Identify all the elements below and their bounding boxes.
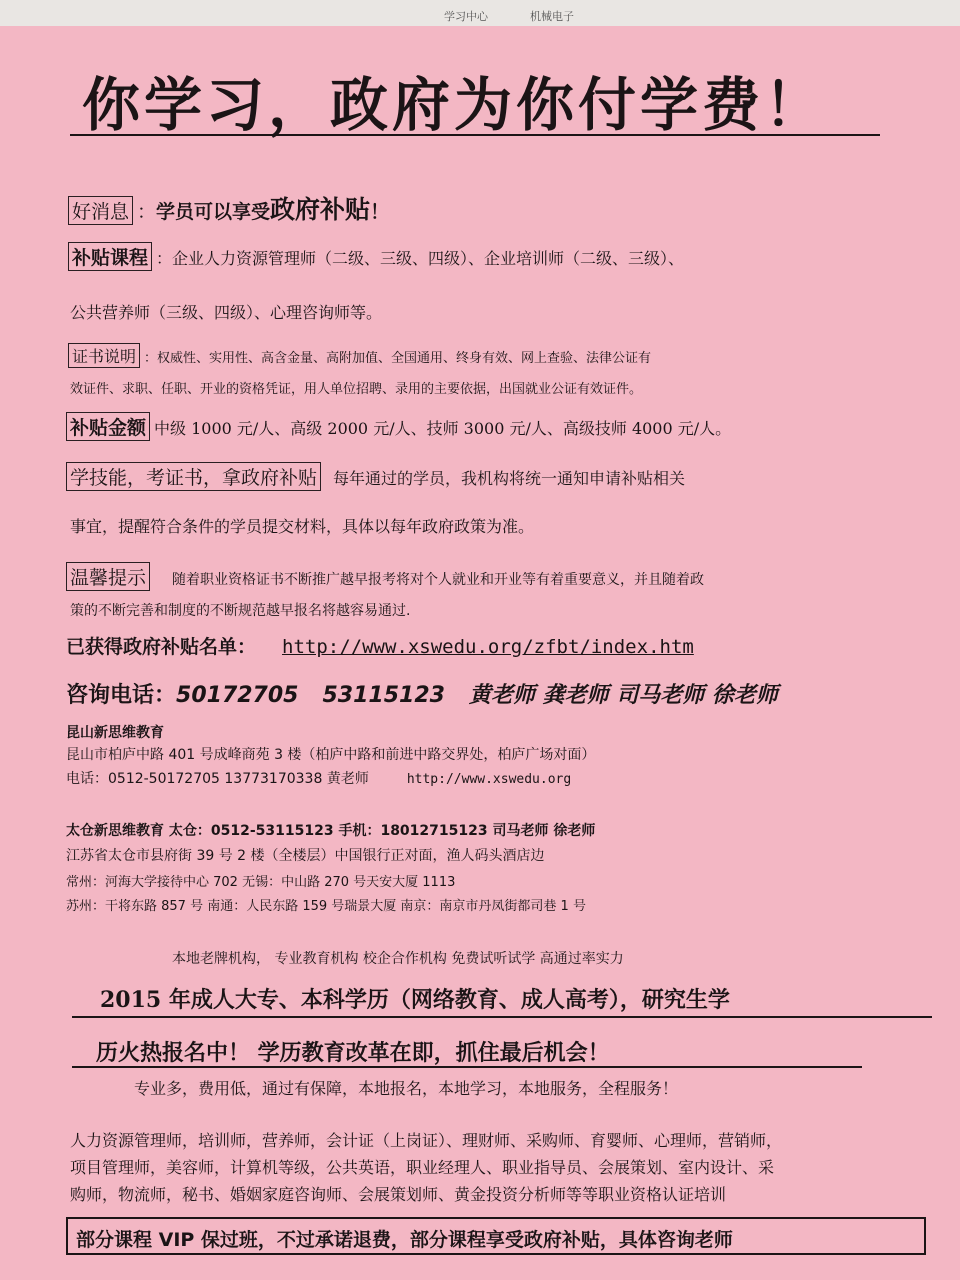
certificate-text-2: 效证件、求职、任职、开业的资格凭证，用人单位招聘、录用的主要依据，出国就业公证有效证件。 <box>70 382 643 397</box>
tips-text-2: 策的不断完善和制度的不断规范越早报名将越容易通过. <box>70 603 411 619</box>
amount-line <box>66 412 731 441</box>
branches-line-2: 苏州：干将东路 857 号 南通：人民东路 159 号瑞景大厦 南京：南京市丹凤街都司巷 1 号 <box>66 899 586 914</box>
courses-tag: 补贴课程 <box>68 242 152 271</box>
good-news-sep: ： <box>137 201 157 223</box>
courses-text-1: ：企业人力资源管理师（二级、三级、四级）、企业培训师（二级、三级）、 <box>156 249 685 268</box>
kunshan-phone: 0512-50172705 13773170338 黄老师 <box>108 771 369 787</box>
background-fragment: 学习中心 <box>444 10 488 23</box>
courses-line-1 <box>68 242 684 271</box>
amount-tag: 补贴金额 <box>66 412 150 441</box>
certificate-tag: 证书说明 <box>68 343 140 368</box>
training-line-1: 人力资源管理师，培训师，营养师，会计证（上岗证）、理财师、采购师、育婴师、心理师，营销师， <box>70 1131 783 1150</box>
kunshan-url[interactable]: http://www.xswedu.org <box>406 772 572 787</box>
good-news-end: ！ <box>370 201 390 223</box>
consult-phone-1: 50172705 <box>176 683 299 708</box>
kunshan-contact <box>66 768 571 788</box>
good-news-text: 学员可以享受 <box>156 201 271 223</box>
features: 专业多，费用低，通过有保障，本地报名，本地学习，本地服务，全程服务！ <box>134 1079 679 1098</box>
taicang-address: 江苏省太仓市县府街 39 号 2 楼（全楼层）中国银行正对面，渔人码头酒店边 <box>66 848 545 864</box>
good-news-tag: 好消息 <box>68 196 133 225</box>
amount-text: 中级 1000 元/人、高级 2000 元/人、技师 3000 元/人、高级技师 4000 元/人。 <box>154 419 732 438</box>
background-fragment: 机械电子 <box>530 10 574 23</box>
tips-tag: 温馨提示 <box>66 562 150 591</box>
title-underline <box>70 134 880 136</box>
skills-text-2: 事宜，提醒符合条件的学员提交材料，具体以每年政府政策为准。 <box>70 517 535 536</box>
training-line-2: 项目管理师，美容师，计算机等级，公共英语，职业经理人、职业指导员、会展策划、室内设计、采 <box>70 1158 775 1177</box>
consult-phone-2: 53115123 <box>322 683 445 708</box>
training-line-3: 购师，物流师，秘书、婚姻家庭咨询师、会展策划师、黄金投资分析师等等职业资格认证培训 <box>70 1185 727 1204</box>
kunshan-name: 昆山新思维教育 <box>66 725 164 741</box>
consult-teachers: 黄老师 龚老师 司马老师 徐老师 <box>468 683 778 708</box>
tagline: 本地老牌机构， 专业教育机构 校企合作机构 免费试听试学 高通过率实力 <box>172 951 624 967</box>
courses-text-2: 公共营养师（三级、四级）、心理咨询师等。 <box>70 303 383 322</box>
kunshan-phone-label: 电话： <box>66 771 108 787</box>
kunshan-address: 昆山市柏庐中路 401 号成峰商苑 3 楼（柏庐中路和前进中路交界处，柏庐广场对面） <box>66 747 596 763</box>
consult-line <box>66 678 778 709</box>
certificate-text-1: ：权威性、实用性、高含金量、高附加值、全国通用、终身有效、网上查验、法律公证有 <box>144 351 652 366</box>
taicang-contact: 太仓新思维教育 太仓：0512-53115123 手机：18012715123 司马老师 徐老师 <box>66 823 596 839</box>
degree-line-1: 2015 年成人大专、本科学历（网络教育、成人高考），研究生学 <box>100 987 730 1013</box>
good-news-highlight: 政府补贴 <box>270 195 371 224</box>
tips-line-1 <box>66 562 704 591</box>
vip-text: 部分课程 VIP 保过班，不过承诺退费，部分课程享受政府补贴，具体咨询老师 <box>76 1229 733 1251</box>
subsidy-list-line <box>66 632 694 659</box>
skills-text-1: 每年通过的学员，我机构将统一通知申请补贴相关 <box>333 469 686 488</box>
skills-tag: 学技能，考证书，拿政府补贴 <box>66 462 321 491</box>
degree-line-2: 历火热报名中！ 学历教育改革在即，抓住最后机会！ <box>96 1040 610 1066</box>
degree-underline-1 <box>72 1016 932 1018</box>
subsidy-list-label: 已获得政府补贴名单： <box>66 636 257 658</box>
certificate-line-1 <box>68 343 651 368</box>
tips-text-1: 随着职业资格证书不断推广越早报考将对个人就业和开业等有着重要意义，并且随着政 <box>172 572 705 588</box>
subsidy-list-link[interactable]: http://www.xswedu.org/zfbt/index.htm <box>282 636 694 658</box>
consult-label: 咨询电话： <box>66 683 177 708</box>
skills-line-1 <box>66 462 685 491</box>
good-news-line <box>68 190 389 226</box>
branches-line-1: 常州：河海大学接待中心 702 无锡：中山路 270 号天安大厦 1113 <box>66 875 456 890</box>
flyer-title: 你学习，政府为你付学费！ <box>82 71 827 139</box>
degree-underline-2 <box>72 1066 862 1068</box>
